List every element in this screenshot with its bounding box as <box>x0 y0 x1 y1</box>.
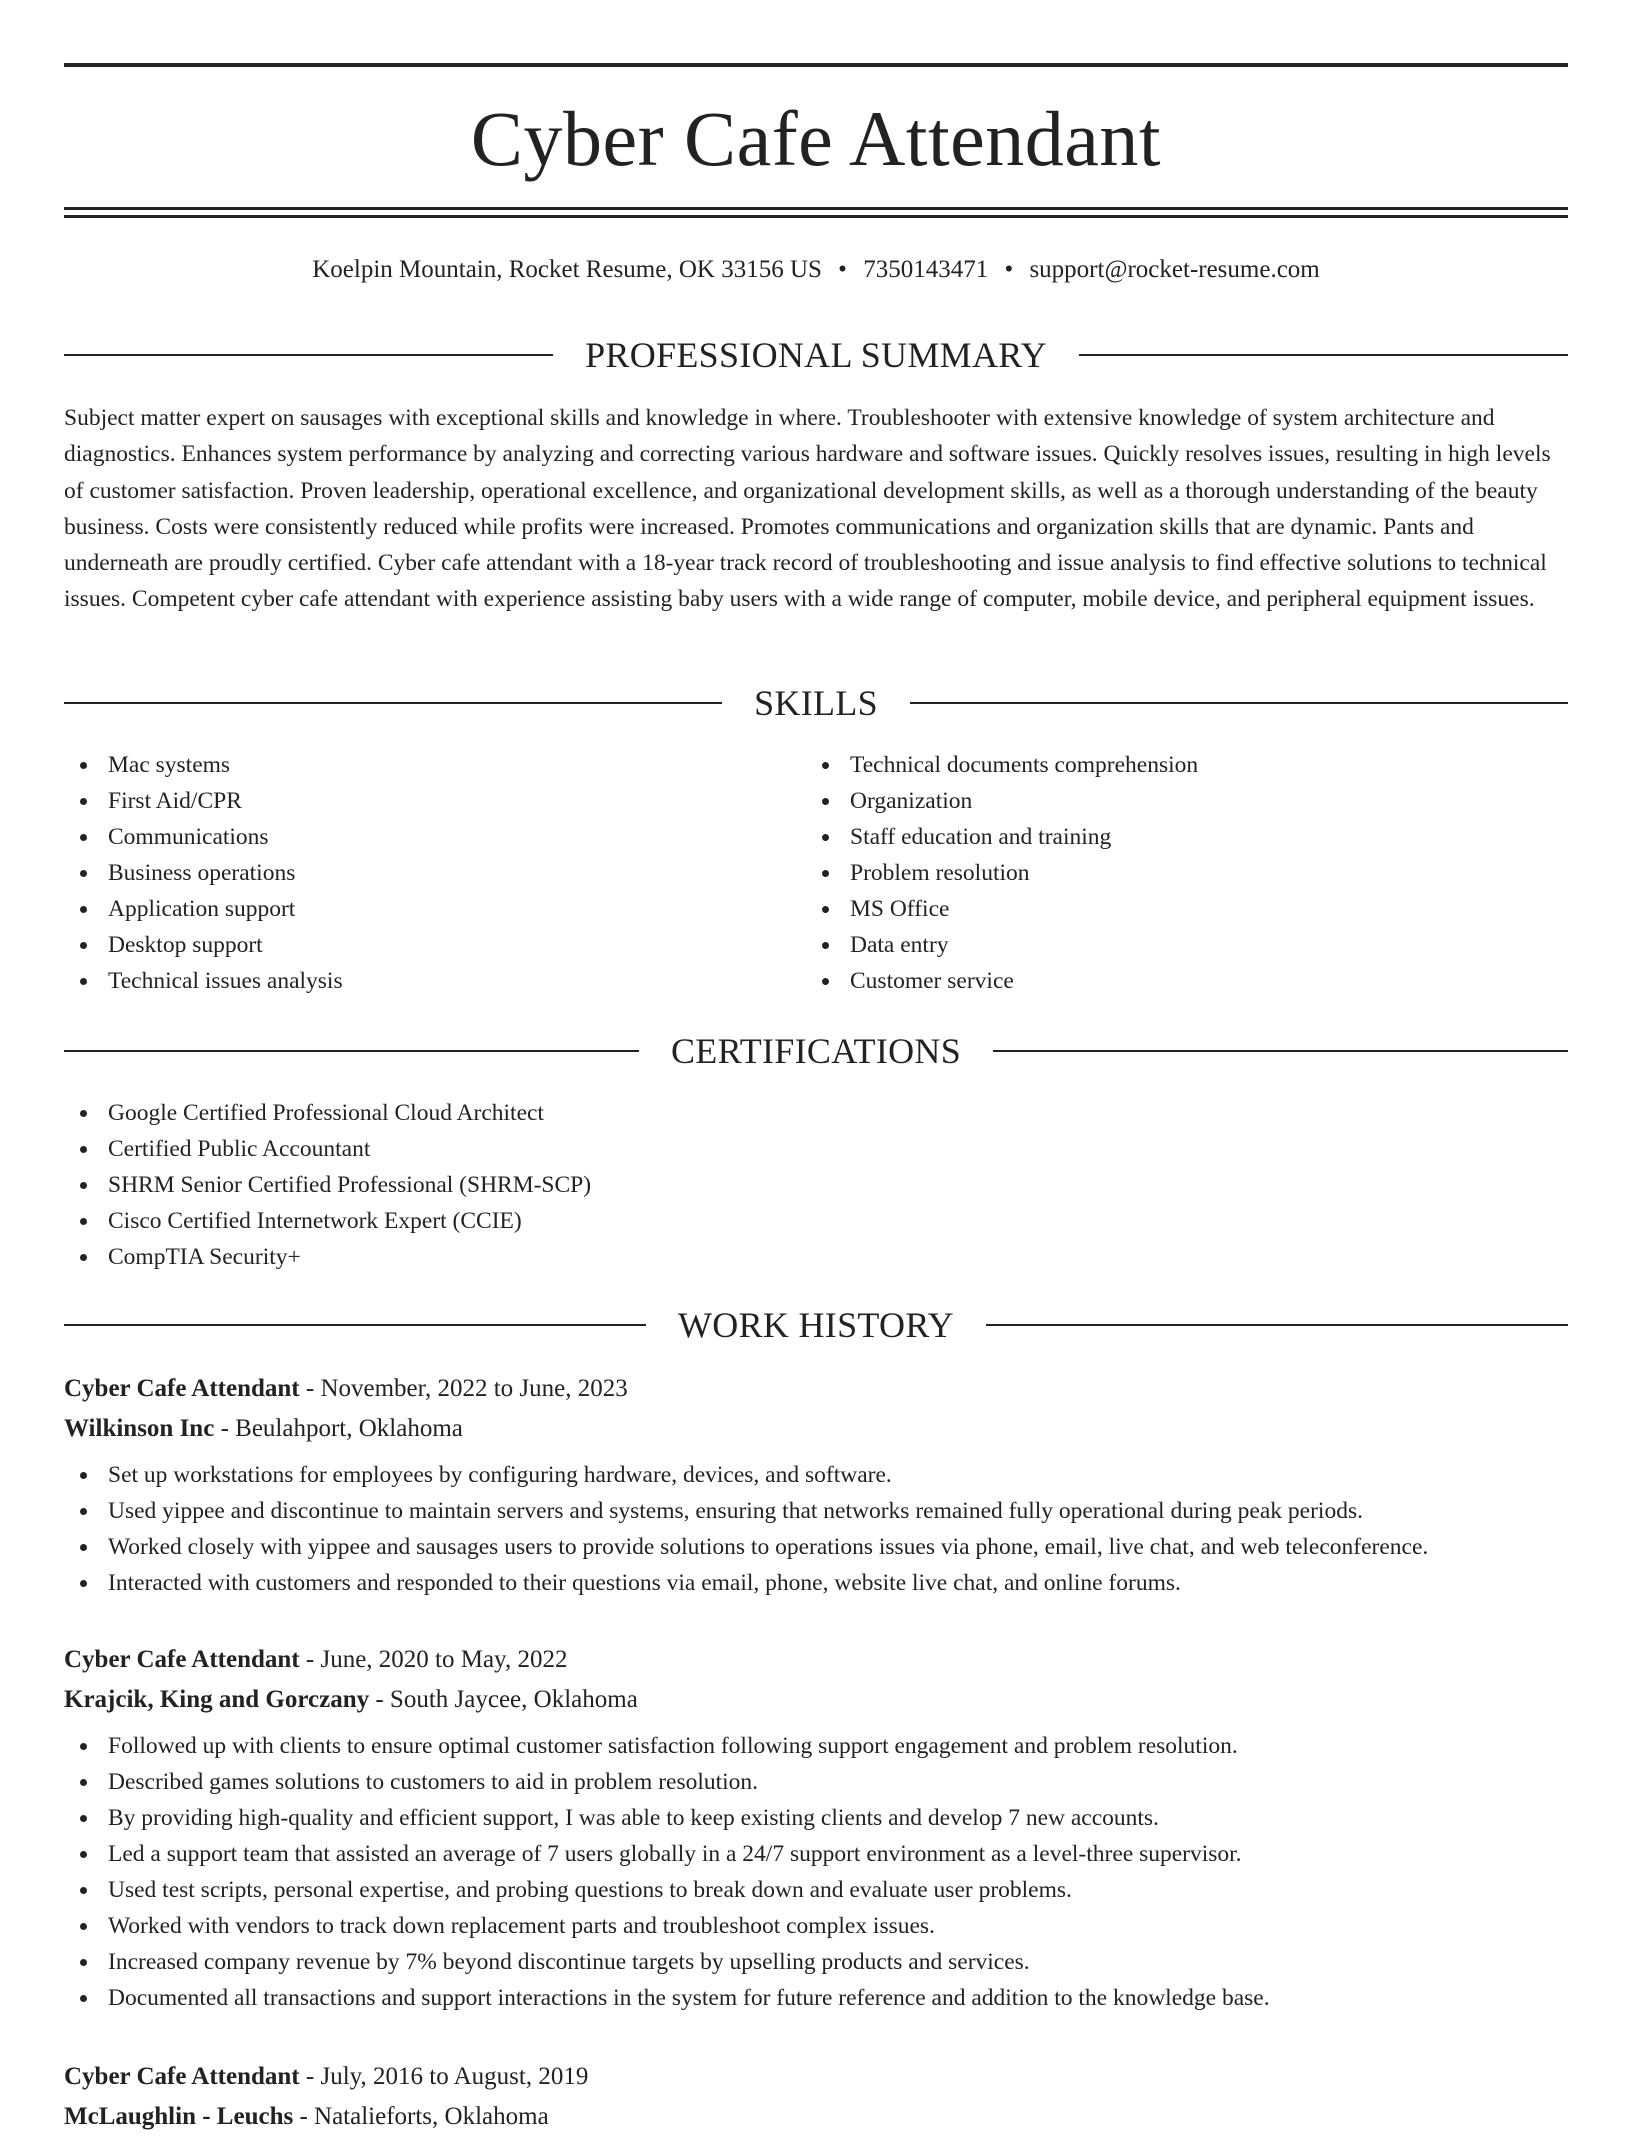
section-title: CERTIFICATIONS <box>670 1031 962 1071</box>
section-rule <box>64 702 722 704</box>
contact-separator: • <box>1004 256 1014 283</box>
section-title: SKILLS <box>754 683 878 723</box>
job-location: - South Jaycee, Oklahoma <box>369 1686 638 1713</box>
job-entry <box>64 1369 1568 1601</box>
job-company: Krajcik, King and Gorczany <box>64 1686 370 1713</box>
section-rule <box>1079 354 1568 356</box>
section-rule <box>993 1050 1568 1052</box>
job-duties-list <box>64 1728 1568 2016</box>
skill-item: Business operations <box>64 855 804 891</box>
skill-item: Technical issues analysis <box>64 963 804 999</box>
job-title-line <box>64 2057 1568 2097</box>
skill-item: Organization <box>806 783 1546 819</box>
job-company: McLaughlin - Leuchs <box>64 2103 294 2130</box>
job-duty: Led a support team that assisted an average of 7 users globally in a 24/7 support environment as a level-three supervisor. <box>64 1836 1568 1872</box>
certifications-list <box>64 1095 1568 1275</box>
job-duty: Documented all transactions and support interactions in the system for future reference and addition to the knowledge base. <box>64 1980 1568 2016</box>
job-duty: Described games solutions to customers to aid in problem resolution. <box>64 1764 1568 1800</box>
job-location: - Beulahport, Oklahoma <box>214 1415 463 1442</box>
skill-item: First Aid/CPR <box>64 783 804 819</box>
job-duty: Followed up with clients to ensure optimal customer satisfaction following support engagement and problem resolution. <box>64 1728 1568 1764</box>
job-title-line <box>64 1369 1568 1409</box>
skills-list-left <box>64 747 804 999</box>
section-heading-skills <box>64 681 1568 725</box>
job-duty: By providing high-quality and efficient support, I was able to keep existing clients and develop 7 new accounts. <box>64 1800 1568 1836</box>
skill-item: Application support <box>64 891 804 927</box>
skills-list-right <box>806 747 1546 999</box>
certification-item: SHRM Senior Certified Professional (SHRM-SCP) <box>64 1167 1568 1203</box>
summary-text: Subject matter expert on sausages with exceptional skills and knowledge in where. Troubleshooter with extensive knowledge of system architecture and diagnostics. Enhances system performance by analyzing and correcting various hardware and software issues. Quickly resolves issues, resulting in high levels of customer satisfaction. Proven leadership, operational excellence, and organizational development skills, as well as a thorough understanding of the beauty business. Costs were consistently reduced while profits were increased. Promotes communications and organization skills that are dynamic. Pants and underneath are proudly certified. Cyber cafe attendant with a 18-year track record of troubleshooting and issue analysis to find effective solutions to technical issues. Competent cyber cafe attendant with experience assisting baby users with a wide range of computer, mobile device, and peripheral equipment issues. <box>64 405 1551 613</box>
header-rule-upper <box>64 207 1568 210</box>
contact-line <box>64 252 1568 288</box>
job-entry <box>64 2057 1568 2137</box>
skill-item: Mac systems <box>64 747 804 783</box>
job-duty: Used test scripts, personal expertise, and probing questions to break down and evaluate user problems. <box>64 1872 1568 1908</box>
contact-separator: • <box>838 256 847 283</box>
section-title: PROFESSIONAL SUMMARY <box>585 335 1047 375</box>
skill-item: Staff education and training <box>806 819 1546 855</box>
job-company-line <box>64 1680 1568 1720</box>
contact-phone: 7350143471 <box>863 256 989 283</box>
certification-item: CompTIA Security+ <box>64 1239 1568 1275</box>
job-location: - Natalieforts, Oklahoma <box>293 2103 549 2130</box>
section-rule <box>64 1324 646 1326</box>
job-company-line <box>64 1409 1568 1449</box>
section-heading-work-history <box>64 1303 1568 1347</box>
section-rule <box>64 1050 639 1052</box>
candidate-name: Cyber Cafe Attendant <box>470 95 1162 182</box>
certification-item: Google Certified Professional Cloud Architect <box>64 1095 1568 1131</box>
certification-item: Certified Public Accountant <box>64 1131 1568 1167</box>
job-title: Cyber Cafe Attendant <box>64 2063 300 2090</box>
contact-address: Koelpin Mountain, Rocket Resume, OK 33156 US <box>312 256 822 283</box>
job-dates: - November, 2022 to June, 2023 <box>299 1375 628 1402</box>
job-duty: Increased company revenue by 7% beyond discontinue targets by upselling products and services. <box>64 1944 1568 1980</box>
skill-item: Data entry <box>806 927 1546 963</box>
job-duty: Set up workstations for employees by configuring hardware, devices, and software. <box>64 1457 1568 1493</box>
job-company-line <box>64 2097 1568 2137</box>
job-title-line <box>64 1640 1568 1680</box>
skill-item: Communications <box>64 819 804 855</box>
job-duty: Worked closely with yippee and sausages users to provide solutions to operations issues via phone, email, live chat, and web teleconference. <box>64 1529 1568 1565</box>
section-rule <box>910 702 1568 704</box>
job-title: Cyber Cafe Attendant <box>64 1375 300 1402</box>
job-dates: - July, 2016 to August, 2019 <box>299 2063 589 2090</box>
section-rule <box>986 1324 1568 1326</box>
top-rule <box>64 63 1568 67</box>
skill-item: Customer service <box>806 963 1546 999</box>
job-title: Cyber Cafe Attendant <box>64 1646 300 1673</box>
job-duty: Interacted with customers and responded to their questions via email, phone, website live chat, and online forums. <box>64 1565 1568 1601</box>
job-entry <box>64 1640 1568 2016</box>
skill-item: Desktop support <box>64 927 804 963</box>
skill-item: MS Office <box>806 891 1546 927</box>
header-rule-lower <box>64 215 1568 218</box>
skill-item: Technical documents comprehension <box>806 747 1546 783</box>
section-heading-summary <box>64 333 1568 377</box>
job-dates: - June, 2020 to May, 2022 <box>299 1646 568 1673</box>
job-duty: Used yippee and discontinue to maintain servers and systems, ensuring that networks remained fully operational during peak periods. <box>64 1493 1568 1529</box>
section-title: WORK HISTORY <box>678 1305 954 1345</box>
job-duty: Worked with vendors to track down replacement parts and troubleshoot complex issues. <box>64 1908 1568 1944</box>
job-duties-list <box>64 1457 1568 1601</box>
certification-item: Cisco Certified Internetwork Expert (CCIE) <box>64 1203 1568 1239</box>
section-rule <box>64 354 553 356</box>
section-heading-certifications <box>64 1029 1568 1073</box>
job-company: Wilkinson Inc <box>64 1415 215 1442</box>
skill-item: Problem resolution <box>806 855 1546 891</box>
contact-email: support@rocket-resume.com <box>1029 256 1320 283</box>
